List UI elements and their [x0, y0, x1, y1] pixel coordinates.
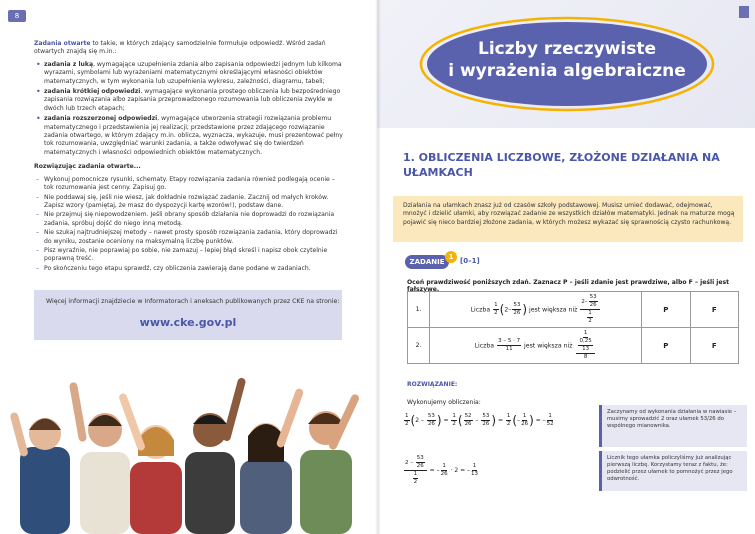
true-false-table — [407, 291, 739, 364]
intro-text: to takie, w których zdający samodzielnie formułuje odpowiedź. Wśród zadań otwartych znajdą się m.in.: — [34, 40, 326, 56]
fraction — [481, 413, 490, 428]
tip-item: – Pisz wyraźnie, nie poprawiaj po sobie, nie zamazuj – lepiej błąd skreśl i napisz obok czytelnie poprawną treść. — [44, 247, 344, 264]
denominator: 26 — [513, 310, 521, 316]
compound-fraction — [580, 294, 599, 325]
integer: 2 — [504, 306, 509, 314]
solution-subtitle: Wykonujemy obliczenia: — [407, 399, 481, 406]
page-tab-right — [739, 6, 749, 18]
denominator: 2 — [494, 310, 498, 316]
compound-fraction — [575, 330, 595, 361]
fraction — [547, 413, 554, 428]
task-type-item — [44, 61, 344, 86]
paren-open: ( — [410, 413, 416, 428]
denominator: 2 — [413, 479, 418, 485]
denominator: 26 — [416, 463, 424, 469]
numerator: 53 — [482, 413, 490, 419]
tip-item: – Nie poddawaj się, jeśli nie wiesz, jak dokładnie rozwiązać zadanie. Zacznij od małych kroków. Zapisz wzory (pamiętaj, że masz do dyspozycji kartę wzorów!), podstaw dane. — [44, 194, 344, 211]
fraction — [416, 455, 425, 470]
denominator: 26 — [427, 421, 435, 427]
true-option[interactable]: P — [642, 328, 690, 364]
info-box-text: Więcej informacji znajdziecie w Informatorach i aneksach publikowanych przez CKE na stronie: — [46, 298, 340, 305]
tip-item: – Nie przejmuj się niepowodzeniem. Jeśli obrany sposób działania nie doprowadzi do rozwiązania zadania, spróbuj dojść do niego inną metodą. — [44, 211, 344, 228]
task-type-term: zadania rozszerzonej odpowiedzi — [44, 115, 158, 123]
hint-note-1 — [599, 405, 747, 447]
fraction — [512, 302, 521, 317]
denominator: 13 — [582, 346, 590, 352]
true-option[interactable]: P — [642, 292, 690, 328]
row-number: 1. — [408, 292, 430, 328]
fraction — [441, 463, 448, 478]
fraction — [413, 471, 419, 486]
chapter-title-line1: Liczby rzeczywiste — [478, 39, 656, 59]
statement-mid: jest większa niż — [529, 306, 578, 314]
task-type-text: , wymagające utworzenia strategii rozwiązania problemu matematycznego i przedstawienia jej realizacji; przedstawione przez zdającego rozwiązanie zadania otwartego, w którym zdający m.in. oblicza, wyznacza, wykazuje, musi prezentować pełny tok rozumowania, uwzględniać warunki zadania, a także odwoływać się do twierdzeń matematycznych i własności odpowiednich obiektów matematycznych. — [44, 115, 343, 156]
denominator: 2 — [588, 318, 592, 324]
task-types-list — [34, 61, 344, 157]
integer: 2 — [405, 460, 409, 466]
numerator: 53 — [513, 302, 521, 308]
integer: 1 — [583, 330, 588, 336]
info-box — [34, 290, 342, 340]
denominator: 2 — [506, 421, 511, 427]
intro-paragraph — [34, 40, 344, 57]
row-statement — [430, 328, 642, 364]
denominator: 26 — [521, 421, 529, 427]
statement-lead: Liczba — [474, 342, 495, 350]
table-row — [408, 328, 739, 364]
section-title: 1. OBLICZENIA LICZBOWE, ZŁOŻONE DZIAŁANIA NA UŁAMKACH — [403, 151, 720, 179]
intro-box — [393, 196, 743, 242]
compound-numerator: 2 – $\frac{53}{26}$ — [404, 455, 427, 471]
false-option[interactable]: F — [690, 292, 738, 328]
numerator: 1 — [548, 413, 552, 419]
statement-mid: jest większa niż — [524, 342, 573, 350]
task-type-term: zadania z luką — [44, 60, 94, 68]
numerator: 1 — [506, 413, 511, 419]
denominator: 52 — [546, 421, 554, 427]
denominator: 26 — [464, 421, 472, 427]
task-points: [0–1] — [460, 257, 480, 265]
compound-fraction — [404, 455, 427, 486]
fraction — [587, 310, 593, 325]
fraction — [493, 302, 499, 317]
tips-list — [34, 176, 344, 273]
numerator: 53 — [416, 455, 424, 461]
paren-close: ) — [436, 413, 442, 428]
compound-numerator: 2– $\frac{53}{26}$ — [580, 294, 599, 310]
compound-denominator — [586, 310, 594, 325]
chapter-title-line2: i wyrażenia algebraiczne — [448, 61, 686, 81]
fraction — [471, 463, 478, 478]
intro-box-text: Działania na ułamkach znasz już od czasów szkoły podstawowej. Musisz umieć dodawać, odejmować, mnożyć i dzielić ułamki, aby rozwiązać zadanie ze wszystkich działów matematyki. Jednak na maturze mogą pojawić się nieco bardziej złożone zadania, w których możesz wykazać się sprawnością czysto rachunkową. — [403, 202, 735, 226]
denominator: 26 — [482, 421, 490, 427]
tip-item: – Wykonuj pomocnicze rysunki, schematy. Etapy rozwiązania zadania również podlegają ocenie – tok rozumowania jest cenny. Zapisuj go. — [44, 176, 344, 193]
tip-item: – Po skończeniu tego etapu sprawdź, czy obliczenia zawierają dane podane w zadaniach. — [44, 265, 344, 273]
fraction — [464, 413, 473, 428]
paren-close: ) — [491, 413, 497, 428]
fraction — [589, 294, 598, 309]
calculation-1: $\frac{1}{2}$ (2 – $\frac{53}{26}$ ) = $\frac{1}{2}$ ( $\frac{52}{26}$ – $\frac{53}{26}$ ) = $\frac{1}{2}$ (– $\frac{1}{26}$ ) = – $\frac{1}{52}$ — [405, 413, 554, 428]
numerator: 1 — [472, 463, 477, 469]
solving-heading: Rozwiązując zadania otwarte... — [34, 163, 141, 171]
compound-denominator — [575, 338, 595, 361]
tip-item: – Nie szukaj najtrudniejszej metody – nawet prosty sposób rozwiązania zadania, który doprowadzi do wyniku, zostanie oceniony na maksymalną liczbę punktów. — [44, 229, 344, 246]
students-photo — [0, 352, 377, 534]
numerator: 53 — [589, 294, 597, 300]
numerator: 1 — [442, 463, 446, 469]
solution-label: ROZWIĄZANIE: — [407, 381, 458, 388]
page-number-left: 8 — [8, 10, 26, 22]
statement-lead: Liczba — [470, 306, 491, 314]
denominator: 8 — [583, 354, 588, 360]
paren-open: ( — [499, 302, 505, 317]
table-row — [408, 292, 739, 328]
book-gutter — [375, 0, 381, 534]
compound-denominator — [412, 471, 420, 486]
fraction — [521, 413, 528, 428]
fraction — [427, 413, 436, 428]
numerator: 1 — [405, 413, 409, 419]
denominator: 26 — [440, 471, 448, 477]
task-number-badge: 1 — [445, 251, 457, 263]
numerator: 1 — [588, 310, 592, 316]
integer: 2 — [581, 299, 585, 305]
compound-numerator — [583, 330, 589, 338]
fraction — [506, 413, 512, 428]
false-option[interactable]: F — [690, 328, 738, 364]
hint-note-2 — [599, 451, 747, 491]
left-page — [0, 0, 377, 534]
paren-close: ) — [529, 413, 534, 428]
task-type-item — [44, 115, 344, 157]
intro-term: Zadania otwarte — [34, 40, 91, 47]
fraction — [404, 413, 410, 428]
paren-close: ) — [522, 302, 528, 317]
denominator: 11 — [505, 346, 513, 352]
fraction — [576, 338, 594, 361]
fraction — [451, 413, 457, 428]
calculation-2: 2 – $\frac{53}{26}$ $\frac{1}{2}$ = – $\frac{1}{26}$ · 2 = – $\frac{1}{13}$ — [405, 455, 478, 485]
hint-note-2-text: Licznik tego ułamka policzyliśmy już analizując pierwszą liczbę. Korzystamy teraz z faktu, że: podzielić przez ułamek to pomnożyć przez jego odwrotność. — [607, 455, 733, 482]
cke-link[interactable]: www.cke.gov.pl — [139, 316, 237, 329]
task-label: ZADANIE — [405, 255, 449, 269]
denominator: 2 — [452, 421, 456, 427]
numerator: 0,25 — [579, 338, 592, 344]
paren-open: ( — [512, 413, 518, 428]
chapter-title-band — [377, 0, 755, 128]
denominator: 13 — [471, 471, 478, 477]
integer: 2 — [454, 467, 459, 474]
numerator: 1 — [452, 413, 456, 419]
task-type-item — [44, 88, 344, 113]
fraction — [578, 338, 592, 353]
students-illustration — [0, 352, 377, 534]
task-type-text: , wymagające uzupełnienia zdania albo zapisania odpowiedzi jednym lub kilkoma wyrazami, symbolami lub wyrażeniami matematycznymi określającymi własności obiektów matematycznych, w tym wykonania lub uzupełnienia wykresu, zależności, diagramu, tabeli; — [44, 60, 342, 85]
numerator: 1 — [413, 471, 418, 477]
task-type-text: , wymagające wykonania prostego obliczenia lub bezpośredniego zapisania rozwiązania albo zapisania przeprowadzonego rozumowania lub obliczenia zwykle w dwóch lub trzech etapach; — [44, 88, 341, 112]
left-page-text — [34, 40, 344, 274]
denominator: 2 — [405, 421, 409, 427]
row-number: 2. — [408, 328, 430, 364]
row-statement: Liczba $\frac{1}{2}$ (2– $\frac{53}{26}$ ) jest większa niż 2– $\frac{53}{26}$ $\frac{1}{2}$ — [430, 292, 642, 328]
fraction — [497, 338, 521, 353]
chapter-title — [417, 38, 717, 82]
paren-open: ( — [457, 413, 463, 428]
numerator: 53 — [427, 413, 435, 419]
numerator: 1 — [494, 302, 498, 308]
student-figures — [9, 377, 360, 534]
task-type-term: zadania krótkiej odpowiedzi — [44, 88, 141, 96]
numerator: 52 — [464, 413, 472, 419]
numerator — [576, 338, 594, 354]
hint-note-1-text: Zaczynamy od wykonania działania w nawiasie – musimy sprowadzić 2 oraz ułamek 53/26 do wspólnego mianownika. — [607, 409, 737, 429]
numerator: 1 — [522, 413, 527, 419]
denominator: 26 — [589, 302, 597, 308]
task-prompt: Oceń prawdziwość poniższych zdań. Zaznacz P – jeśli zdanie jest prawdziwe, albo F – jeśli jest fałszywe. — [407, 279, 730, 293]
integer: 2 — [415, 417, 420, 424]
numerator: 3 – 5 · 7 — [498, 338, 521, 344]
right-page — [377, 0, 755, 534]
